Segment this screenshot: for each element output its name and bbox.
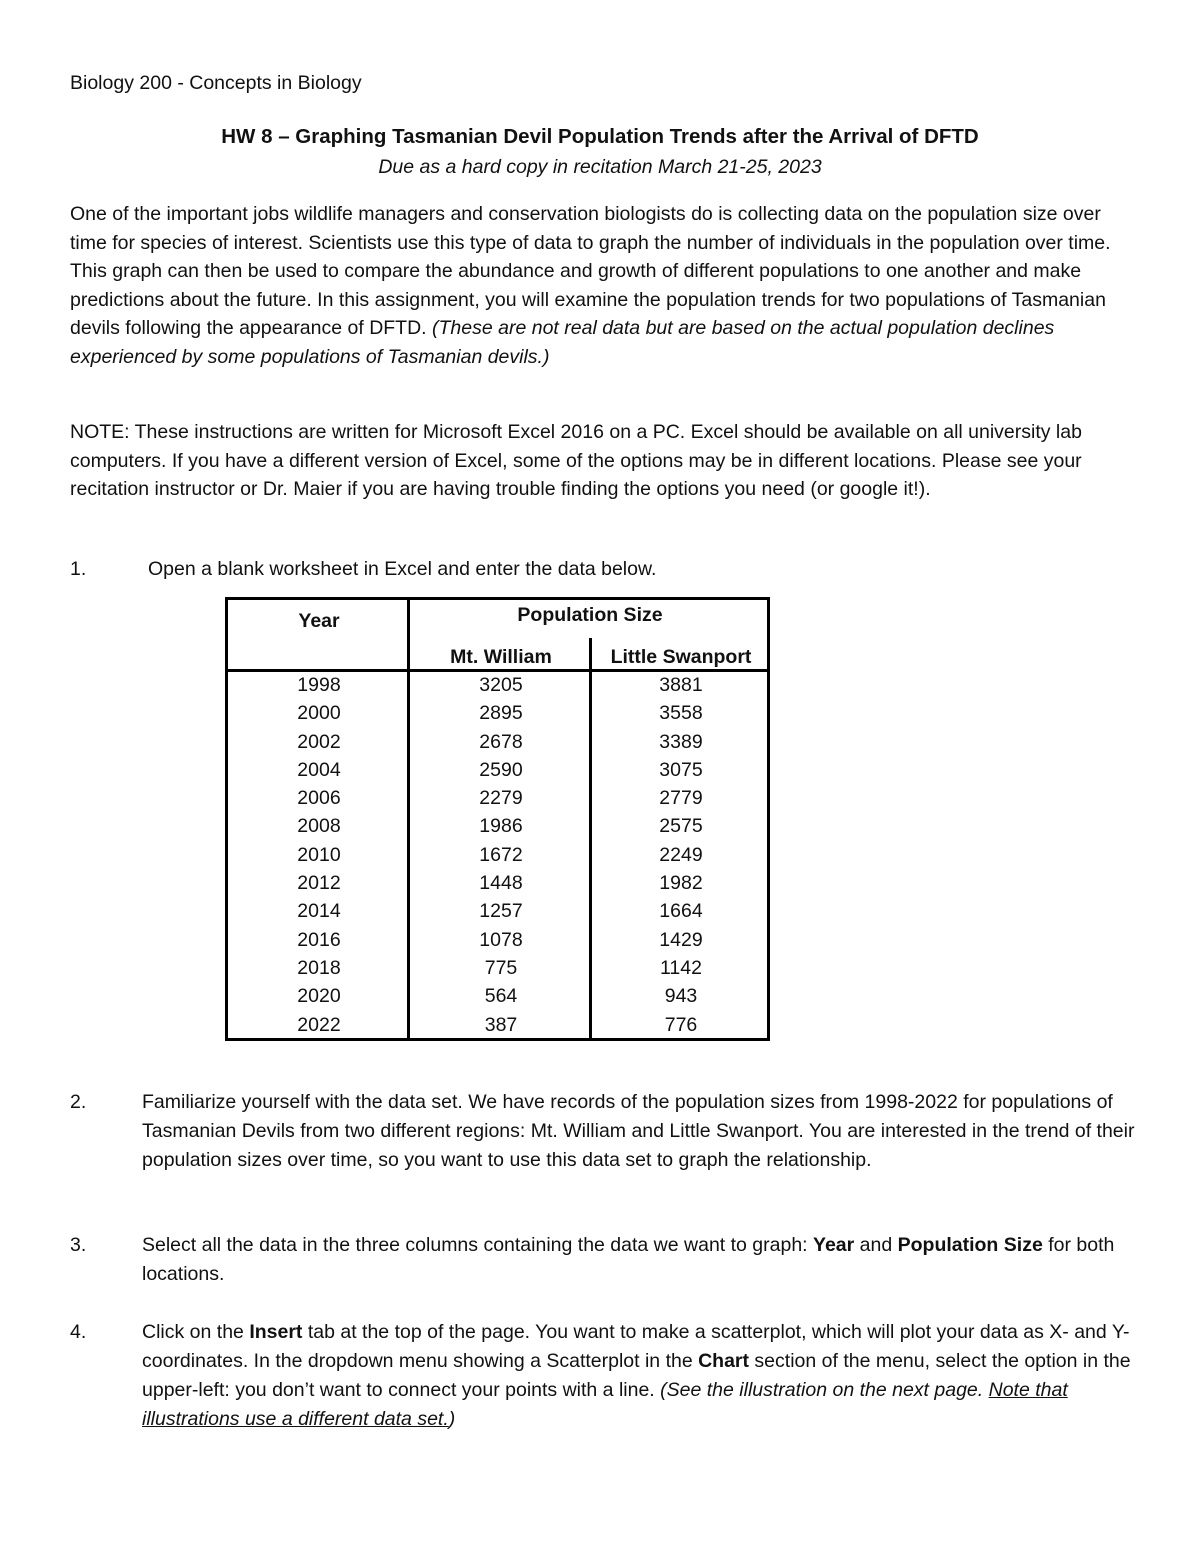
table-row	[228, 929, 770, 957]
table-row	[228, 957, 770, 985]
step-text	[142, 1231, 1142, 1289]
text-run: tab at the top of the page. You want to make a scatterplot, which will plot your data as X- and Y-coordinates. In the dropdown menu showing a Scatterplot in the	[142, 1321, 1130, 1372]
table-row	[228, 815, 770, 843]
underlined-note: Note that illustrations use a different data set.	[142, 1379, 1068, 1430]
cell-mt-william: 564	[484, 985, 518, 1008]
italic-note: )	[448, 1408, 456, 1430]
table-row	[228, 900, 770, 928]
cell-mt-william: 1257	[479, 900, 523, 923]
step-text: Open a blank worksheet in Excel and enter the data below.	[148, 558, 657, 580]
note-paragraph: NOTE: These instructions are written for Microsoft Excel 2016 on a PC. Excel should be available on all university lab computers. If you have a different version of Excel, some of the options may be in different locations. Please see your recitation instructor or Dr. Maier if you are having trouble finding the options you need (or google it!).	[70, 421, 1082, 500]
step-text	[142, 1318, 1142, 1434]
intro-text: One of the important jobs wildlife managers and conservation biologists do is collecting data on the population size over time for species of interest. Scientists use this type of data to graph the number of individuals in the population over time. This graph can then be used to compare the abundance and growth of different populations to one another and make predictions about the future. In this assignment, you will examine the population trends for two populations of Tasmanian devils following the appearance of DFTD.	[70, 203, 1111, 339]
header-year: Year	[298, 610, 340, 632]
cell-mt-william: 2279	[479, 787, 523, 810]
cell-year: 2002	[297, 730, 341, 753]
cell-little-swanport: 943	[664, 985, 698, 1008]
table-row	[228, 985, 770, 1013]
population-table	[225, 597, 770, 1041]
text-run: Select all the data in the three columns containing the data we want to graph:	[142, 1234, 814, 1256]
cell-little-swanport: 1142	[660, 956, 702, 979]
table-row	[228, 759, 770, 787]
cell-mt-william: 387	[484, 1013, 518, 1036]
assignment-title: HW 8 – Graphing Tasmanian Devil Population Trends after the Arrival of DFTD	[221, 125, 979, 148]
cell-little-swanport: 1982	[659, 872, 703, 895]
step-number: 2.	[70, 1091, 87, 1113]
cell-little-swanport: 3389	[659, 730, 703, 753]
cell-mt-william: 775	[484, 956, 518, 979]
cell-mt-william: 1986	[479, 815, 523, 838]
text-run: for both locations.	[142, 1234, 1115, 1285]
table-row	[228, 787, 770, 815]
cell-mt-william: 3205	[479, 674, 523, 696]
intro-italic-note: (These are not real data but are based on the actual population declines experienced by some populations of Tasmanian devils.)	[70, 317, 1055, 368]
step-text: Familiarize yourself with the data set. We have records of the population sizes from 1998-2022 for populations of Tasmanian Devils from two different regions: Mt. William and Little Swanport. You are interested in the trend of their population sizes over time, so you want to use this data set to graph the relationship.	[142, 1091, 1135, 1171]
cell-mt-william: 1448	[479, 872, 523, 895]
cell-year: 2020	[297, 985, 341, 1008]
italic-note: (See the illustration on the next page.	[660, 1379, 989, 1401]
table-row	[228, 1014, 770, 1042]
table-row	[228, 702, 770, 730]
table-row	[228, 844, 770, 872]
cell-little-swanport: 3881	[659, 674, 703, 696]
cell-year: 2018	[297, 956, 341, 979]
table-row	[228, 731, 770, 759]
cell-little-swanport: 2249	[659, 843, 703, 866]
header-little-swanport: Little Swanport	[610, 646, 752, 668]
cell-little-swanport: 1664	[659, 900, 703, 923]
cell-year: 2000	[297, 702, 341, 725]
header-population-size: Population Size	[517, 604, 663, 626]
cell-little-swanport: 2575	[659, 815, 703, 838]
cell-mt-william: 1672	[479, 843, 523, 866]
cell-year: 2006	[297, 787, 341, 810]
cell-mt-william: 2678	[479, 730, 523, 753]
cell-little-swanport: 1429	[659, 928, 703, 951]
cell-year: 2022	[297, 1013, 341, 1036]
cell-year: 2016	[297, 928, 341, 951]
cell-mt-william: 2590	[479, 758, 523, 781]
table-body	[228, 674, 770, 1042]
bold-term: Insert	[249, 1321, 303, 1343]
step-number: 1.	[70, 558, 87, 580]
cell-mt-william: 1078	[479, 928, 523, 951]
bold-term: Chart	[698, 1350, 750, 1372]
intro-paragraph	[70, 200, 1130, 371]
text-run: and	[854, 1234, 898, 1256]
due-date: Due as a hard copy in recitation March 21-25, 2023	[378, 156, 822, 178]
table-row	[228, 872, 770, 900]
cell-little-swanport: 3558	[659, 702, 703, 725]
table-row	[228, 674, 770, 702]
cell-little-swanport: 776	[664, 1013, 698, 1036]
cell-mt-william: 2895	[479, 702, 523, 725]
step-number: 3.	[70, 1234, 87, 1256]
step-number: 4.	[70, 1321, 87, 1343]
cell-year: 2008	[297, 815, 341, 838]
cell-year: 2010	[297, 843, 341, 866]
table-header-rule	[228, 669, 767, 672]
cell-year: 2004	[297, 758, 341, 781]
bold-term: Year	[813, 1234, 855, 1256]
text-run: section of the menu, select the option in the upper-left: you don’t want to connect your points with a line.	[142, 1350, 1131, 1401]
header-mt-william: Mt. William	[450, 646, 552, 668]
bold-term: Population Size	[897, 1234, 1043, 1256]
cell-little-swanport: 3075	[659, 758, 703, 781]
cell-year: 2014	[297, 900, 341, 923]
text-run: Click on the	[142, 1321, 250, 1343]
cell-year: 1998	[297, 674, 341, 696]
cell-little-swanport: 2779	[659, 787, 703, 810]
course-name: Biology 200 - Concepts in Biology	[70, 72, 362, 94]
cell-year: 2012	[297, 872, 341, 895]
